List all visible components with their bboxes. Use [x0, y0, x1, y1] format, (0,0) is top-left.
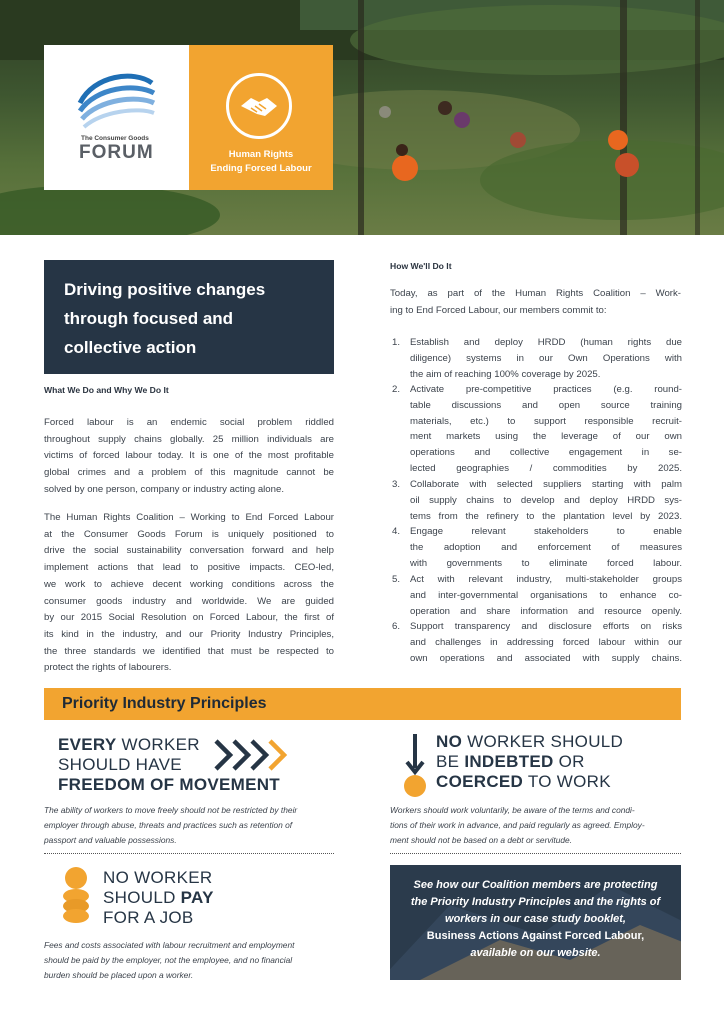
- case-study-line: workers in our case study booklet,: [445, 913, 626, 925]
- principle-text: SHOULD HAVE: [58, 755, 182, 774]
- principle-text: BE: [436, 752, 465, 771]
- principle-not-indebted: [436, 732, 623, 792]
- text-line: the adoption and enforcement of measures: [410, 541, 682, 553]
- principle-text: OR: [553, 752, 585, 771]
- case-study-line: available on our website.: [470, 947, 601, 959]
- text-line: tions of their work in advance, and paid regularly as agreed. Employ-: [390, 820, 645, 830]
- text-line: own operations and associated with supply chains.: [410, 652, 682, 664]
- principle-text: INDEBTED: [464, 752, 554, 771]
- text-line: Fees and costs associated with labour recruitment and employment: [44, 940, 295, 950]
- text-line: should be paid by the employer, not the employee, and no financial: [44, 955, 293, 965]
- text-line: at the Consumer Goods Forum is uniquely positioned to: [44, 528, 334, 540]
- cgf-logo: [44, 45, 189, 190]
- text-line: with governments to eliminate forced labour.: [410, 557, 682, 569]
- case-study-line: See how our Coalition members are protecting: [413, 879, 658, 891]
- text-line: and challenges in addressing forced labour within our: [410, 636, 682, 648]
- title-line-1: Driving positive changes: [64, 280, 266, 299]
- principle-text: SHOULD: [103, 888, 181, 907]
- text-line: the three standards we identified that must be respected to: [44, 645, 334, 657]
- text-line: tems from the refinery to the plantation level by 2023.: [410, 510, 682, 522]
- text-line: consumer goods industry and worldwide. We are guided: [44, 595, 334, 607]
- principle-text: WORKER SHOULD: [462, 732, 624, 751]
- text-line: victims of forced labour today. It is one of the most profitable: [44, 450, 334, 462]
- commitment-item: [392, 382, 682, 477]
- left-heading: What We Do and Why We Do It: [44, 385, 169, 395]
- principles-bar: [44, 688, 681, 720]
- text-line: table discussions and open source training: [410, 399, 682, 411]
- text-line: drive the social sustainability conversation forward and help: [44, 545, 334, 557]
- divider: [44, 853, 334, 854]
- principle-text: TO WORK: [523, 772, 611, 791]
- item-number: 6.: [392, 621, 401, 632]
- right-heading: How We'll Do It: [390, 261, 452, 271]
- title-line-3: collective action: [64, 338, 197, 357]
- title-line-2: through focused and: [64, 309, 234, 328]
- commitment-item: [392, 335, 682, 382]
- text-line: ment markets using the leverage of our own: [410, 431, 682, 443]
- text-line: solved by one person, company or industry acting alone.: [44, 483, 284, 495]
- item-number: 2.: [392, 384, 401, 395]
- text-line: throughout supply chains globally. 25 million individuals are: [44, 433, 334, 445]
- handshake-icon: [226, 73, 292, 139]
- commitment-item: [392, 572, 682, 619]
- text-line: ing to End Forced Labour, our members commit to:: [390, 304, 607, 316]
- coin-stack-icon: [58, 866, 94, 930]
- text-line: we work to achieve decent working conditions across the: [44, 578, 334, 590]
- arrow-down-coin-icon: [400, 732, 430, 802]
- text-line: Support transparency and disclosure efforts on risks: [410, 621, 682, 632]
- text-line: global crimes and a problem of this magnitude cannot be: [44, 467, 334, 479]
- principle-text: FREEDOM OF MOVEMENT: [58, 775, 280, 794]
- divider: [390, 853, 681, 854]
- item-number: 5.: [392, 574, 401, 585]
- text-line: burden should be placed upon a worker.: [44, 970, 194, 980]
- text-line: operations and collective engagement in se-: [410, 447, 682, 459]
- text-line: ment should not be based on a debt or servitude.: [390, 835, 573, 845]
- principles-title: Priority Industry Principles: [62, 695, 267, 712]
- text-line: its kind in the industry, and our Priority Industry Principles,: [44, 628, 334, 640]
- case-study-line: the Priority Industry Principles and the rights of: [410, 896, 661, 908]
- text-line: employer through abuse, threats and practices such as retention of: [44, 820, 293, 830]
- text-line: The Human Rights Coalition – Working to End Forced Labour: [44, 512, 334, 523]
- principle-text: NO: [436, 732, 463, 751]
- text-line: Forced labour is an endemic social problem riddled: [44, 417, 334, 428]
- text-line: The ability of workers to move freely should not be restricted by their: [44, 805, 298, 815]
- badge-line-2: Ending Forced Labour: [210, 163, 312, 174]
- right-intro: [390, 286, 681, 319]
- principle-text: EVERY: [58, 735, 117, 754]
- commitment-item: [392, 477, 682, 524]
- text-line: Engage relevant stakeholders to enable: [410, 526, 682, 537]
- principle-text: FOR A JOB: [103, 908, 194, 927]
- text-line: oil supply chains to develop and deploy HRDD sys-: [410, 494, 682, 506]
- text-line: and inter-governmental organisations to enhance co-: [410, 589, 682, 601]
- text-line: diligence) systems in our Own Operations with: [410, 352, 682, 364]
- case-study-line: Business Actions Against Forced Labour,: [426, 930, 645, 942]
- principle-text: COERCED: [436, 772, 524, 791]
- title-box: [44, 260, 334, 374]
- left-paragraph-1: [44, 415, 334, 499]
- principle-2-description: [390, 803, 645, 848]
- text-line: passport and valuable possessions.: [44, 835, 177, 845]
- text-line: Establish and deploy HRDD (human rights due: [410, 337, 682, 348]
- principle-3-description: [44, 938, 294, 983]
- text-line: Today, as part of the Human Rights Coalition – Work-: [390, 288, 681, 299]
- text-line: Workers should work voluntarily, be aware of the terms and condi-: [390, 805, 635, 815]
- text-line: protect the rights of labourers.: [44, 662, 172, 674]
- human-rights-badge: [189, 45, 333, 190]
- text-line: Act with relevant industry, multi-stakeholder groups: [410, 574, 682, 585]
- logo-big-text: FORUM: [79, 142, 154, 163]
- text-line: operation and share information and resource openly.: [410, 605, 682, 617]
- commitment-item: [392, 524, 682, 571]
- item-number: 1.: [392, 337, 401, 348]
- principle-1-description: [44, 803, 297, 848]
- text-line: the aim of reaching 100% coverage by 2025.: [410, 368, 601, 380]
- item-number: 3.: [392, 479, 401, 490]
- principle-text: WORKER: [116, 735, 200, 754]
- text-line: Collaborate with selected suppliers starting with palm: [410, 479, 682, 490]
- principle-no-pay-for-job: [103, 868, 214, 928]
- text-line: implement actions that lead to positive impacts. CEO-led,: [44, 562, 334, 574]
- text-line: Activate pre-competitive practices (e.g. round-: [410, 384, 682, 395]
- chevrons-right-icon: [212, 737, 296, 773]
- text-line: by our 2015 Social Resolution on Forced Labour, the first of: [44, 612, 334, 624]
- left-paragraph-2: [44, 510, 334, 677]
- commitment-item: [392, 619, 682, 666]
- item-number: 4.: [392, 526, 401, 537]
- swoosh-icon: [44, 45, 189, 135]
- case-study-box: [390, 865, 681, 980]
- logo-small-text: The Consumer Goods: [81, 135, 149, 142]
- principle-text: NO WORKER: [103, 868, 213, 887]
- text-line: lected geographies / commodities by 2025.: [410, 462, 682, 474]
- text-line: materials, etc.) to support responsible recruit-: [410, 415, 682, 427]
- principle-text: PAY: [180, 888, 214, 907]
- badge-line-1: Human Rights: [228, 149, 294, 160]
